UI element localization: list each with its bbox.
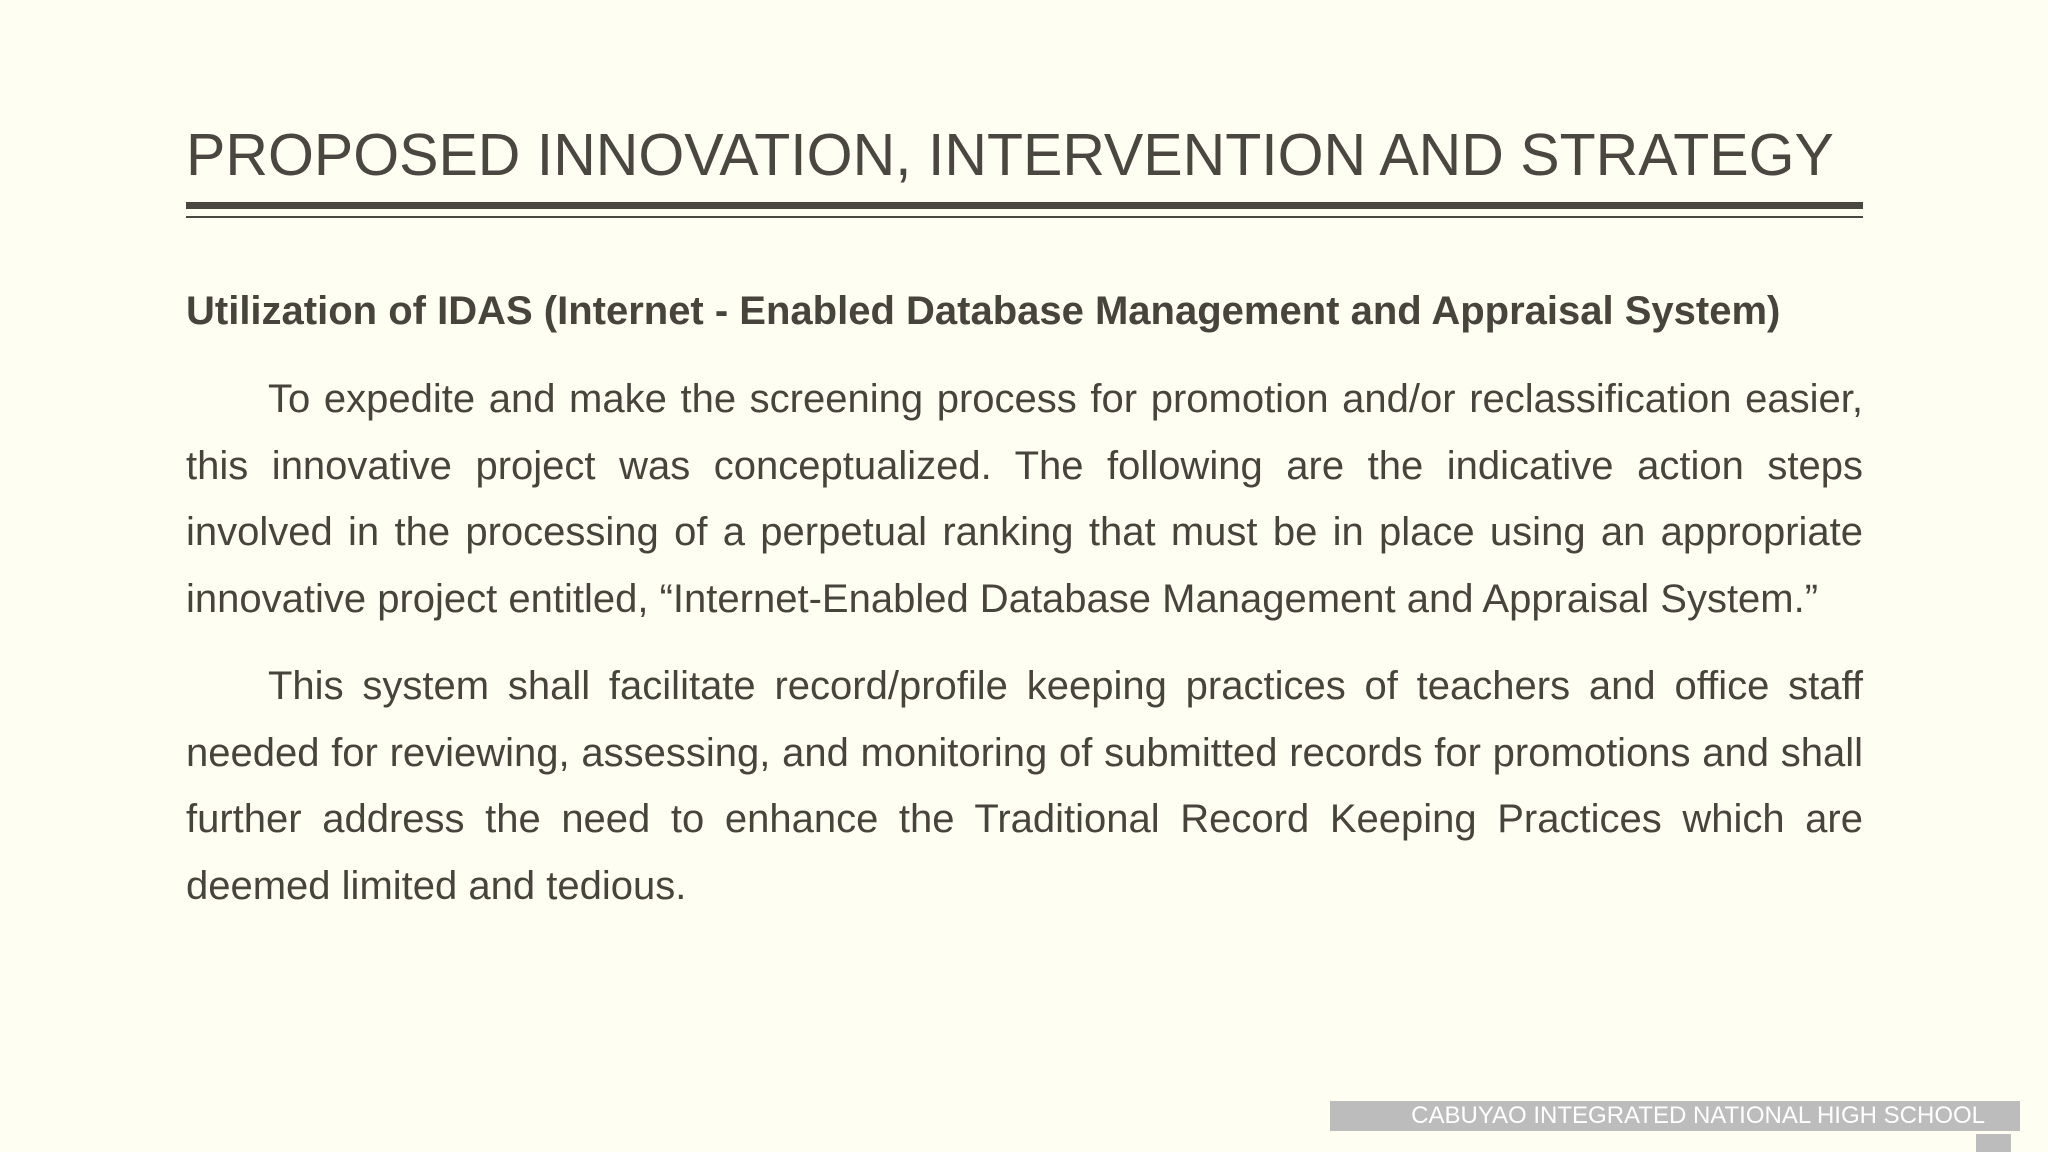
corner-decoration — [1976, 1134, 2011, 1152]
title-underline-thick — [186, 202, 1863, 209]
body-paragraph-2: This system shall facilitate record/profile keeping practices of teachers and office staff needed for reviewing, assessing, and monitoring of submitted records for promotions and shall further address the need to enhance the Traditional Record Keeping Practices which are deemed limited and tedious. — [186, 664, 1863, 908]
slide-body — [186, 278, 1863, 919]
footer-bar — [1330, 1101, 2020, 1131]
slide-title: PROPOSED INNOVATION, INTERVENTION AND STRATEGY — [186, 122, 1834, 188]
section-subheading: Utilization of IDAS (Internet - Enabled Database Management and Appraisal System) — [186, 289, 1781, 333]
title-underline-thin — [186, 216, 1863, 218]
body-paragraph-1: To expedite and make the screening process for promotion and/or reclassification easier, this innovative project was conceptualized. The following are the indicative action steps involved in the processing of a perpetual ranking that must be in place using an appropriate innovative project entitled, “Internet-Enabled Database Management and Appraisal System.” — [186, 377, 1863, 621]
footer-school-name: CABUYAO INTEGRATED NATIONAL HIGH SCHOOL — [1411, 1102, 1985, 1129]
